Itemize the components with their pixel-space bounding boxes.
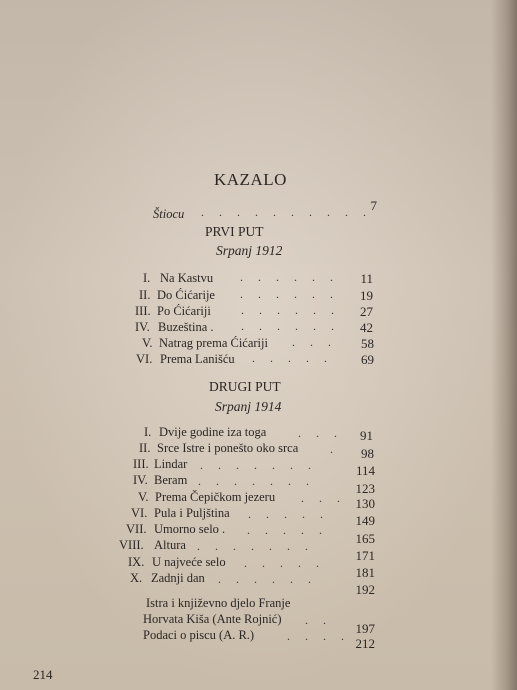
intro-dots: . . . . . . . . . . bbox=[201, 205, 372, 219]
extra-entry-page: 197 bbox=[355, 621, 375, 636]
toc-entry-label: Do Ćićarije bbox=[157, 288, 215, 302]
toc-entry-page: 123 bbox=[355, 481, 375, 496]
toc-entry-dots: . . . . . . bbox=[240, 287, 339, 301]
toc-entry-page: 27 bbox=[360, 304, 373, 319]
toc-entry-label: Prema Čepičkom jezeru bbox=[155, 490, 276, 504]
toc-entry-num: VI. bbox=[136, 352, 153, 366]
page-edge-shadow bbox=[491, 0, 517, 690]
toc-entry-num: II. bbox=[139, 441, 151, 455]
toc-entry-label: Buzeština . bbox=[158, 320, 214, 334]
toc-entry-page: 58 bbox=[361, 336, 374, 351]
toc-entry-dots: . . . . . . bbox=[240, 270, 339, 284]
intro-page: 7 bbox=[370, 198, 377, 213]
toc-entry-dots: . . . . . . . bbox=[200, 458, 317, 472]
toc-entry-num: II. bbox=[139, 288, 151, 302]
toc-entry-label: Na Kastvu bbox=[160, 271, 214, 285]
toc-entry-num: IX. bbox=[128, 555, 145, 569]
toc-entry-num: V. bbox=[142, 336, 153, 350]
toc-entry-label: Natrag prema Ćićariji bbox=[159, 336, 268, 350]
toc-entry-page: 11 bbox=[360, 271, 373, 286]
toc-entry-page: 42 bbox=[360, 320, 373, 335]
toc-entry-dots: . . . . . . . bbox=[197, 539, 314, 553]
toc-entry-dots: . . . . . bbox=[244, 556, 325, 570]
toc-entry-dots: . . . . . . bbox=[241, 319, 340, 333]
toc-entry-num: III. bbox=[133, 457, 149, 471]
extra-entry-line2: Horvata Kiša (Ante Rojnić) bbox=[143, 612, 282, 626]
toc-entry-num: VII. bbox=[126, 522, 147, 536]
toc-entry-label: Dvije godine iza toga bbox=[159, 425, 267, 439]
toc-entry-page: 165 bbox=[355, 531, 375, 546]
toc-entry-num: X. bbox=[130, 571, 143, 585]
toc-entry-page: 69 bbox=[361, 352, 374, 367]
toc-entry-num: VIII. bbox=[119, 538, 144, 552]
toc-entry-num: III. bbox=[135, 304, 151, 318]
toc-entry-label: Prema Lanišću bbox=[160, 352, 235, 366]
part2-date: Srpanj 1914 bbox=[215, 399, 282, 414]
extra-entry-page: 212 bbox=[355, 636, 375, 651]
toc-entry-dots: . . . . . bbox=[247, 523, 328, 537]
extra-entry-dots: . . . . bbox=[287, 629, 350, 643]
toc-entry-page: 171 bbox=[355, 548, 375, 563]
toc-entry-page: 91 bbox=[360, 428, 373, 443]
toc-entry-label: Umorno selo . bbox=[154, 522, 226, 536]
page-number: 214 bbox=[33, 667, 53, 682]
toc-entry-dots: . bbox=[330, 442, 339, 456]
toc-entry-page: 114 bbox=[355, 463, 375, 478]
toc-entry-num: I. bbox=[144, 425, 152, 439]
intro-label: Štiocu bbox=[153, 207, 185, 221]
toc-entry-dots: . . . . . . bbox=[218, 572, 317, 586]
toc-entry-num: IV. bbox=[135, 320, 150, 334]
toc-entry-num: V. bbox=[138, 490, 149, 504]
toc-entry-label: Srce Istre i ponešto oko srca bbox=[157, 441, 299, 455]
toc-entry-page: 181 bbox=[355, 565, 375, 580]
toc-entry-label: Altura bbox=[154, 538, 186, 552]
toc-entry-label: Po Ćićariji bbox=[157, 304, 211, 318]
toc-entry-page: 130 bbox=[355, 496, 375, 511]
toc-entry-page: 149 bbox=[355, 513, 375, 528]
extra-entry-line1: Podaci o piscu (A. R.) bbox=[143, 628, 255, 642]
toc-entry-label: Beram bbox=[154, 473, 188, 487]
toc-entry-num: IV. bbox=[133, 473, 148, 487]
toc-entry-page: 192 bbox=[355, 582, 375, 597]
part1-date: Srpanj 1912 bbox=[216, 243, 283, 258]
page-title: KAZALO bbox=[214, 170, 287, 189]
toc-entry-num: VI. bbox=[131, 506, 148, 520]
toc-entry-dots: . . . . . . bbox=[241, 303, 340, 317]
part1-heading: PRVI PUT bbox=[205, 224, 264, 239]
extra-entry-line1: Istra i književno djelo Franje bbox=[146, 596, 291, 610]
toc-entry-dots: . . . . . bbox=[248, 507, 329, 521]
toc-entry-label: U najveće selo bbox=[152, 555, 226, 569]
part2-heading: DRUGI PUT bbox=[209, 379, 281, 394]
extra-entry-dots: . . bbox=[305, 613, 332, 627]
toc-entry-page: 19 bbox=[360, 288, 373, 303]
toc-entry-page: 98 bbox=[361, 446, 374, 461]
toc-entry-label: Pula i Puljština bbox=[154, 506, 230, 520]
toc-entry-dots: . . . bbox=[292, 335, 337, 349]
toc-entry-label: Zadnji dan bbox=[151, 571, 205, 585]
toc-entry-dots: . . . bbox=[301, 491, 346, 505]
toc-entry-dots: . . . . . . . bbox=[198, 474, 315, 488]
toc-entry-label: Lindar bbox=[154, 457, 188, 471]
toc-entry-dots: . . . bbox=[298, 426, 343, 440]
toc-entry-num: I. bbox=[143, 271, 151, 285]
toc-entry-dots: . . . . . bbox=[252, 351, 333, 365]
